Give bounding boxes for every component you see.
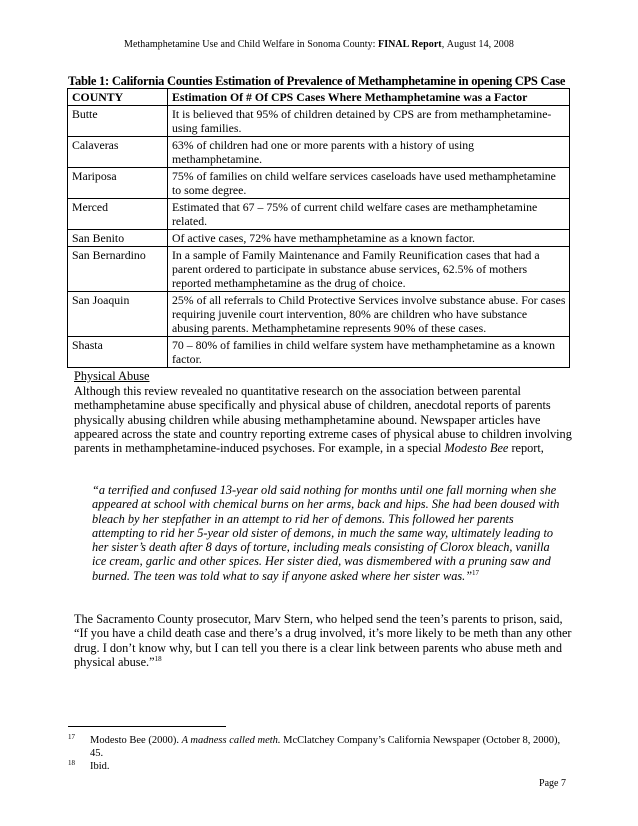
header-separator: ,	[441, 39, 447, 50]
block-quote	[92, 483, 562, 583]
footnote-title-italic: A madness called meth.	[181, 735, 281, 746]
county-cell: Calaveras	[68, 137, 168, 168]
table-header-row	[68, 89, 570, 106]
estimate-cell: 63% of children had one or more parents with a history of using methamphetamine.	[168, 137, 570, 168]
page-number: Page 7	[539, 778, 566, 789]
header-prefix: Methamphetamine Use and Child Welfare in Sonoma County:	[124, 39, 379, 50]
footnote-suffix: McClatchey Company’s California Newspaper (October 8, 2000), 45.	[90, 735, 561, 759]
header-report-label: FINAL Report	[378, 39, 442, 50]
paragraph-physical-abuse-intro	[74, 384, 574, 455]
table-row	[68, 199, 570, 230]
paragraph2-text: The Sacramento County prosecutor, Marv Stern, who helped send the teen’s parents to prison, said, “If you have a child death case and there’s a drug involved, it’s more likely to be meth than any other drug. I don’t know why, but I can tell you there is a clear link between parents who abuse meth and physical abuse.”	[74, 612, 572, 669]
section-heading-physical-abuse: Physical Abuse	[74, 369, 150, 383]
county-cell: San Benito	[68, 230, 168, 247]
estimate-cell: Of active cases, 72% have methamphetamine as a known factor.	[168, 230, 570, 247]
header-date: August 14, 2008	[446, 39, 514, 50]
table-row	[68, 137, 570, 168]
table-row	[68, 292, 570, 337]
county-cell: Mariposa	[68, 168, 168, 199]
column-header-estimation: Estimation Of # Of CPS Cases Where Methamphetamine was a Factor	[168, 89, 570, 106]
paragraph1-text: Although this review revealed no quantitative research on the association between parental methamphetamine abuse specifically and physical abuse of children, anecdotal reports of parents physically abusing children while abusing methamphetamine abound. Newspaper articles have appeared across the state and country reporting extreme cases of physical abuse to children involving parents in methamphetamine-induced psychoses. For example, in a special	[74, 384, 572, 456]
paragraph1-source-italic: Modesto Bee	[444, 441, 509, 456]
county-cell: Shasta	[68, 337, 168, 368]
footnote-text	[90, 760, 568, 773]
footnote-number: 17	[68, 733, 75, 741]
table-row	[68, 168, 570, 199]
paragraph1-tail: report,	[508, 441, 544, 456]
estimate-cell: It is believed that 95% of children detained by CPS are from methamphetamine-using families.	[168, 106, 570, 137]
paragraph-prosecutor	[74, 612, 574, 669]
column-header-county: COUNTY	[68, 89, 168, 106]
table-row	[68, 247, 570, 292]
footnote-17	[68, 734, 568, 760]
county-cell: San Joaquin	[68, 292, 168, 337]
table-row	[68, 106, 570, 137]
footnote-prefix: Ibid.	[90, 761, 110, 772]
county-cell: Butte	[68, 106, 168, 137]
footnote-ref-17[interactable]: 17	[472, 568, 480, 577]
footnote-text	[90, 734, 568, 760]
county-cell: San Bernardino	[68, 247, 168, 292]
footnote-divider	[68, 726, 226, 727]
footnote-number: 18	[68, 759, 75, 767]
footnote-18	[68, 760, 568, 773]
prevalence-table	[67, 88, 570, 368]
quote-text: “a terrified and confused 13-year old said nothing for months until one fall morning when she appeared at school with chemical burns on her arms, back and hips. She had been doused with bleach by her stepfather in an attempt to rid her of demons. This followed her parents attempting to rid her 5-year old sister of demons, in much the same way, ultimately leading to her sister’s death after 8 days of torture, including meals consisting of Clorox bleach, vanilla ice cream, garlic and other spices. Her sister died, was dismembered with a pruning saw and burned. The teen was told what to say if anyone asked where her sister was.”	[92, 483, 560, 583]
footnote-prefix: Modesto Bee (2000).	[90, 735, 182, 746]
table-row	[68, 230, 570, 247]
estimate-cell: 70 – 80% of families in child welfare system have methamphetamine as a known factor.	[168, 337, 570, 368]
footnote-ref-18[interactable]: 18	[154, 654, 162, 663]
county-cell: Merced	[68, 199, 168, 230]
estimate-cell: Estimated that 67 – 75% of current child welfare cases are methamphetamine related.	[168, 199, 570, 230]
estimate-cell: 75% of families on child welfare services caseloads have used methamphetamine to some degree.	[168, 168, 570, 199]
estimate-cell: 25% of all referrals to Child Protective Services involve substance abuse. For cases requiring juvenile court intervention, 80% are children who have substance abusing parents. Methamphetamine represents 90% of these cases.	[168, 292, 570, 337]
running-header	[0, 39, 638, 50]
estimate-cell: In a sample of Family Maintenance and Family Reunification cases that had a parent ordered to participate in substance abuse services, 62.5% of mothers reported methamphetamine as the drug of choice.	[168, 247, 570, 292]
table-row	[68, 337, 570, 368]
table-title: Table 1: California Counties Estimation of Prevalence of Methamphetamine in opening CPS Case	[68, 74, 566, 88]
